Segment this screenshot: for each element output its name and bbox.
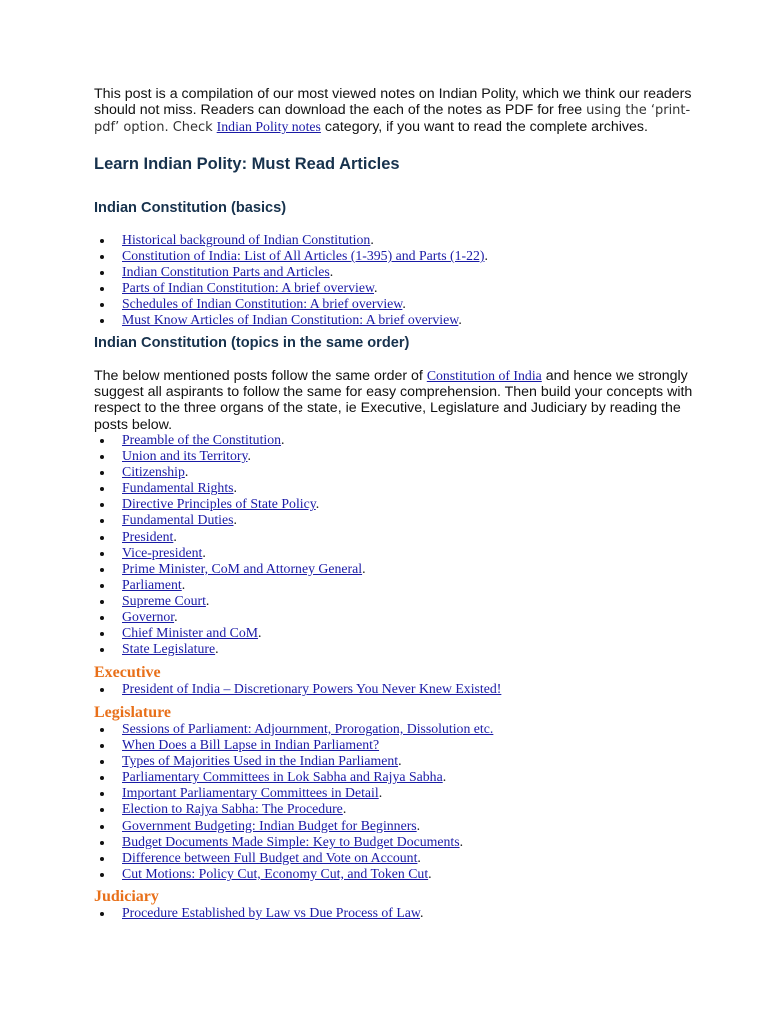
- article-link[interactable]: Prime Minister, CoM and Attorney General: [122, 560, 363, 576]
- indian-polity-notes-link[interactable]: Indian Polity notes: [216, 119, 321, 135]
- list-item: [94, 801, 493, 817]
- topics-text-before: The below mentioned posts follow the same order of: [94, 368, 423, 384]
- list-item-period: .: [370, 232, 374, 247]
- list-item: [94, 448, 366, 464]
- executive-heading: Executive: [94, 664, 161, 681]
- list-item-period: .: [247, 448, 251, 464]
- list-item: [94, 721, 493, 737]
- article-link[interactable]: Types of Majorities Used in the Indian Parliament: [122, 753, 399, 769]
- list-item: [94, 785, 493, 801]
- page-title: Learn Indian Polity: Must Read Articles: [94, 155, 400, 173]
- article-link[interactable]: Parts of Indian Constitution: A brief overview: [122, 280, 375, 296]
- article-link[interactable]: Budget Documents Made Simple: Key to Budget Documents: [122, 833, 460, 849]
- legislature-list: [94, 721, 493, 882]
- executive-list: [94, 681, 501, 697]
- intro-text-1: This post is a compilation of our most viewed notes on Indian Polity, which we think our readers should not miss. Readers can download the each of the notes as PDF for free: [94, 86, 692, 119]
- constitution-of-india-link[interactable]: Constitution of India: [426, 368, 542, 383]
- judiciary-heading: Judiciary: [94, 888, 159, 905]
- list-item: [94, 625, 366, 641]
- list-item: [94, 905, 423, 921]
- list-item: [94, 753, 493, 769]
- list-item-period: .: [315, 496, 320, 512]
- article-link[interactable]: Directive Principles of State Policy: [122, 496, 316, 512]
- article-link[interactable]: Parliamentary Committees in Lok Sabha and Rajya Sabha: [122, 769, 443, 785]
- list-item: [94, 529, 366, 545]
- list-item-period: .: [258, 625, 262, 641]
- list-item-period: .: [374, 280, 378, 296]
- list-item: [94, 464, 366, 480]
- article-link[interactable]: Preamble of the Constitution: [122, 432, 282, 447]
- intro-text-2: using the ‘print-pdf’ option. Check: [94, 103, 691, 136]
- list-item: [94, 561, 366, 577]
- topics-heading: Indian Constitution (topics in the same order): [94, 335, 410, 351]
- list-item: [94, 641, 366, 657]
- list-item-period: .: [442, 769, 447, 785]
- article-link[interactable]: Parliament: [122, 576, 182, 592]
- article-link[interactable]: Difference between Full Budget and Vote on Account: [122, 849, 418, 865]
- article-link[interactable]: Schedules of Indian Constitution: A brief overview: [122, 296, 403, 312]
- list-item-period: .: [173, 528, 177, 544]
- list-item: [94, 496, 366, 512]
- article-link[interactable]: Historical background of Indian Constitution: [122, 232, 371, 247]
- list-item-period: .: [484, 248, 488, 264]
- article-link[interactable]: Governor: [122, 609, 175, 625]
- list-item: [94, 512, 366, 528]
- article-link[interactable]: Cut Motions: Policy Cut, Economy Cut, and Token Cut: [122, 865, 429, 881]
- intro-text-3: category, if you want to read the complete archives.: [324, 119, 648, 136]
- list-item: [94, 769, 493, 785]
- list-item-period: .: [281, 432, 285, 447]
- legislature-heading: Legislature: [94, 704, 172, 721]
- list-item: [94, 737, 493, 753]
- article-link[interactable]: Fundamental Duties: [122, 512, 234, 528]
- list-item: [94, 296, 488, 312]
- article-link[interactable]: Sessions of Parliament: Adjournment, Prorogation, Dissolution etc.: [122, 721, 494, 736]
- article-link[interactable]: Constitution of India: List of All Articles (1-395) and Parts (1-22): [122, 248, 485, 264]
- list-item-period: .: [428, 865, 432, 881]
- list-item-period: .: [174, 609, 178, 625]
- list-item: [94, 577, 366, 593]
- list-item-period: .: [342, 801, 347, 817]
- list-item: [94, 480, 366, 496]
- article-link[interactable]: Election to Rajya Sabha: The Procedure: [122, 801, 343, 817]
- intro-paragraph: [94, 86, 694, 137]
- list-item-period: .: [205, 592, 210, 608]
- list-item-period: .: [416, 817, 421, 833]
- list-item: [94, 866, 493, 882]
- list-item-period: .: [202, 544, 206, 560]
- article-link[interactable]: Indian Constitution Parts and Articles: [122, 264, 330, 280]
- list-item: [94, 232, 488, 248]
- article-link[interactable]: When Does a Bill Lapse in Indian Parliament?: [122, 737, 380, 753]
- article-link[interactable]: Must Know Articles of Indian Constitution: A brief overview: [122, 312, 459, 328]
- article-link[interactable]: Fundamental Rights: [122, 480, 234, 496]
- list-item-period: .: [402, 296, 406, 312]
- list-item: [94, 850, 493, 866]
- list-item-period: .: [458, 312, 462, 328]
- article-link[interactable]: Important Parliamentary Committees in Detail: [122, 785, 379, 801]
- article-link[interactable]: Government Budgeting: Indian Budget for Beginners: [122, 817, 417, 833]
- list-item: [94, 593, 366, 609]
- list-item: [94, 818, 493, 834]
- list-item: [94, 834, 493, 850]
- topics-paragraph: [94, 368, 694, 433]
- article-link[interactable]: President of India – Discretionary Powers You Never Knew Existed!: [122, 681, 502, 696]
- list-item-period: .: [329, 264, 334, 280]
- list-item: [94, 264, 488, 280]
- list-item-period: .: [181, 576, 186, 592]
- list-item-period: .: [419, 905, 424, 920]
- list-item-period: .: [184, 464, 189, 480]
- article-link[interactable]: Procedure Established by Law vs Due Process of Law: [122, 905, 420, 920]
- list-item: [94, 248, 488, 264]
- judiciary-list: [94, 905, 423, 921]
- list-item: [94, 280, 488, 296]
- list-item-period: .: [362, 560, 366, 576]
- basics-list: [94, 232, 488, 329]
- list-item-period: .: [215, 641, 219, 657]
- list-item: [94, 432, 366, 448]
- list-item-period: .: [459, 833, 464, 849]
- list-item: [94, 312, 488, 328]
- article-link[interactable]: Union and its Territory: [122, 448, 248, 464]
- article-link[interactable]: President: [122, 528, 174, 544]
- article-link[interactable]: State Legislature: [122, 641, 216, 657]
- topics-list: [94, 432, 366, 657]
- list-item: [94, 681, 501, 697]
- article-link[interactable]: Citizenship: [122, 464, 185, 480]
- topics-text-after: and hence we strongly suggest all aspirants to follow the same for easy comprehension. Then build your concepts with respect to the three organs of the state, ie Executive, Legislature and Judiciary by reading the posts below.: [94, 368, 693, 433]
- article-link[interactable]: Supreme Court: [122, 592, 206, 608]
- list-item-period: .: [398, 753, 402, 769]
- list-item-period: .: [233, 480, 237, 496]
- list-item-period: .: [417, 849, 421, 865]
- article-link[interactable]: Vice-president: [122, 544, 203, 560]
- list-item: [94, 609, 366, 625]
- list-item-period: .: [378, 785, 383, 801]
- article-link[interactable]: Chief Minister and CoM: [122, 625, 259, 641]
- list-item-period: .: [233, 512, 237, 528]
- list-item: [94, 545, 366, 561]
- basics-heading: Indian Constitution (basics): [94, 200, 287, 216]
